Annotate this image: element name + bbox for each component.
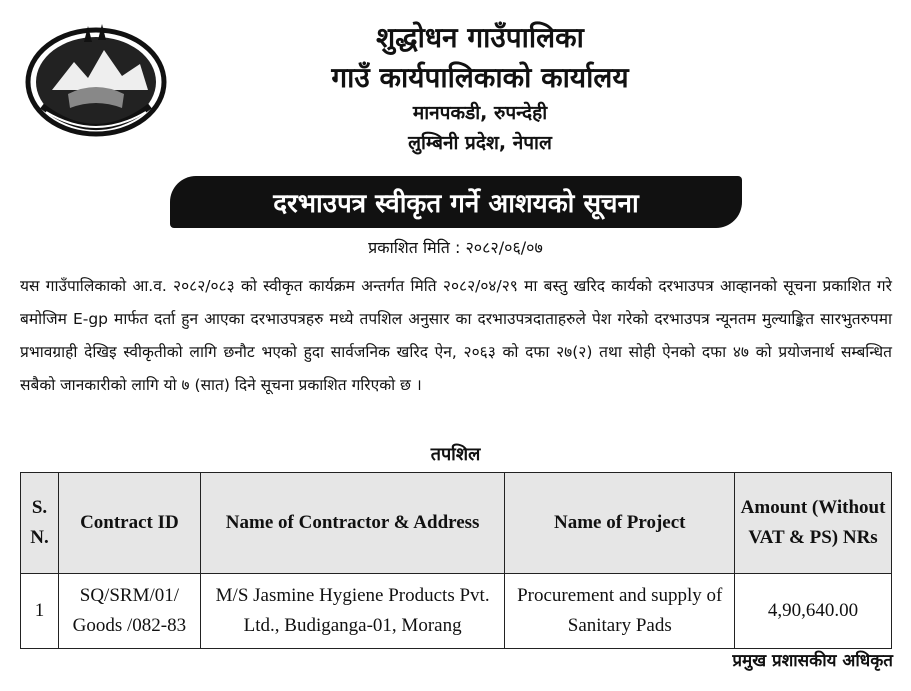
- cell-contractor: M/S Jasmine Hygiene Products Pvt. Ltd., Budiganga-01, Morang: [200, 574, 505, 649]
- office-header: [200, 18, 760, 158]
- cell-amount: 4,90,640.00: [735, 574, 892, 649]
- publication-date: प्रकाशित मिति : २०८२/०६/०७: [368, 238, 543, 257]
- cell-contract-id: SQ/SRM/01/ Goods /082-83: [58, 574, 200, 649]
- cell-sn: 1: [21, 574, 59, 649]
- municipality-name: शुद्धोधन गाउँपालिका: [376, 21, 584, 54]
- table-header-row: [21, 473, 892, 574]
- office-province: लुम्बिनी प्रदेश, नेपाल: [408, 132, 552, 154]
- table-row: [21, 574, 892, 649]
- details-heading: तपशिल: [430, 444, 481, 465]
- notice-title: दरभाउपत्र स्वीकृत गर्ने आशयको सूचना: [170, 176, 742, 228]
- header-contract-id: Contract ID: [58, 473, 200, 574]
- header-project: Name of Project: [505, 473, 735, 574]
- notice-body: यस गाउँपालिकाको आ.व. २०८२/०८३ को स्वीकृत कार्यक्रम अन्तर्गत मिति २०८२/०४/२९ मा बस्तु खरिद कार्यको दरभाउपत्र आव्हानको सूचना प्रकाशित गरे बमोजिम E-gp मार्फत दर्ता हुन आएका दरभाउपत्रहरु मध्ये तपशिल अनुसार का दरभाउपत्रदाताहरुले पेश गरेको दरभाउपत्र न्यूनतम मुल्याङ्कित सारभुतरुपमा प्रभावग्राही देखिइ स्वीकृतीको लागि छनौट भएको हुदा सार्वजनिक खरिद ऐन, २०६३ को दफा २७(२) तथा सोही ऐनको दफा ४७ को प्रयोजनार्थ सम्बन्धित सबैको जानकारीको लागि यो ७ (सात) दिने सूचना प्रकाशित गरिएको छ ।: [20, 277, 892, 394]
- office-location: मानपकडी, रुपन्देही: [412, 102, 548, 124]
- header-amount: Amount (Without VAT & PS) NRs: [735, 473, 892, 574]
- header-sn: S. N.: [21, 473, 59, 574]
- cell-project: Procurement and supply of Sanitary Pads: [505, 574, 735, 649]
- signatory-title: प्रमुख प्रशासकीय अधिकृत: [732, 651, 893, 671]
- header-contractor: Name of Contractor & Address: [200, 473, 505, 574]
- contract-table: [20, 472, 892, 649]
- office-name: गाउँ कार्यपालिकाको कार्यालय: [331, 61, 629, 94]
- nepal-government-emblem-icon: [22, 20, 170, 140]
